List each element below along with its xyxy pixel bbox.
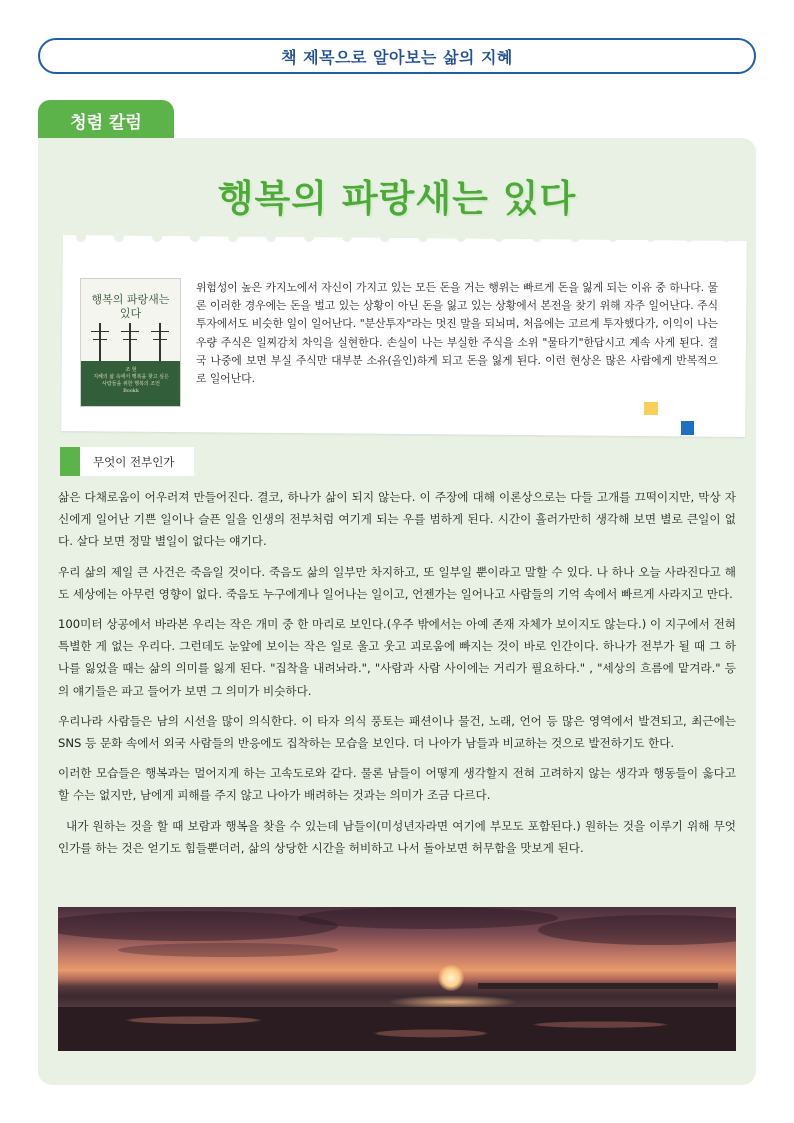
body-paragraph: 내가 원하는 것을 할 때 보람과 행복을 찾을 수 있는데 남들이(미성년자라면 여기에 부모도 포함된다.) 원하는 것을 이루기 위해 무엇인가를 하는 것은 얻기도 힘들뿐더러, 삶의 상당한 시간을 허비하고 나서 돌아보면 허무함을 맛보게 된다. bbox=[58, 818, 736, 855]
sticky-note-blue bbox=[681, 421, 694, 435]
body-paragraph: 우리나라 사람들은 남의 시선을 많이 의식한다. 이 타자 의식 풍토는 패션이나 물건, 노래, 언어 등 많은 영역에서 발견되고, 최근에는 SNS 등 문화 속에서 외국 사람들의 반응에도 집착하는 모습을 보인다. 더 나아가 남들과 비교하는 것으로 발전하기도 한다. bbox=[58, 713, 736, 751]
body-paragraph: 100미터 상공에서 바라본 우리는 작은 개미 중 한 마리로 보인다.(우주 밖에서는 아예 존재 자체가 보이지도 않는다.) 이 지구에서 전혀 특별한 게 없는 우리다. 그런데도 눈앞에 보이는 작은 일로 울고 웃고 괴로움에 빠지는 것이 바로 인간이다. 하나가 전부가 될 때 그 하나를 잃었을 때는 삶의 의미를 잃게 된다. "집착을 내려놔라.", "사람과 사람 사이에는 거리가 필요하다." , "세상의 흐름에 맡겨라." 등의 얘기들은 파고 들어가 보면 그 의미가 비슷하다. bbox=[58, 617, 736, 698]
body-paragraph: 우리 삶의 제일 큰 사건은 죽음일 것이다. 죽음도 삶의 일부만 차지하고, 또 일부일 뿐이라고 말할 수 있다. 나 하나 오늘 사라진다고 해도 세상에는 아무런 영향이 없다. 죽음도 누구에게나 일어나는 일이고, 언젠가는 일어나고 사람들의 기억 속에서 빠르게 사라지고 만다. bbox=[58, 564, 736, 601]
intro-paragraph: 위험성이 높은 카지노에서 자신이 가지고 있는 모든 돈을 거는 행위는 빠르게 돈을 잃게 되는 이유 중 하나다. 물론 이러한 경우에는 돈을 벌고 있는 상황이 아닌 돈을 잃고 있는 상황에서 본전을 찾기 위해 자주 일어난다. 주식투자에서도 비슷한 일이 일어난다. "분산투자"라는 멋진 말을 되뇌며, 처음에는 고르게 투자했다가, 이익이 나는 우량 주식은 일찌감치 차익을 실현한다. 손실이 나는 부실한 주식을 소위 "물타기"한답시고 계속 사게 된다. 결국 나중에 보면 부실 주식만 대부분 소유(올인)하게 되고 돈을 잃게 된다. 이런 현상은 많은 사람에게 반복적으로 일어난다. bbox=[196, 281, 718, 386]
column-tab bbox=[38, 100, 174, 140]
book-title: 행복의 파랑새는 있다 bbox=[91, 293, 170, 320]
section-heading-text: 무엇이 전부인가 bbox=[93, 455, 175, 469]
sun bbox=[438, 965, 464, 991]
sticky-note-yellow bbox=[644, 402, 658, 415]
book-cover-image bbox=[80, 278, 181, 407]
header-title: 책 제목으로 알아보는 삶의 지혜 bbox=[281, 47, 513, 67]
paper-holes bbox=[62, 230, 746, 248]
body-paragraph: 이러한 모습들은 행복과는 멀어지게 하는 고속도로와 같다. 물론 남들이 어떻게 생각할지 전혀 고려하지 않는 생각과 행동들이 옳다고 할 수는 없지만, 남에게 피해를 주지 않고 나아가 배려하는 것과는 의미가 조금 다르다. bbox=[58, 766, 736, 803]
article-title: 행복의 파랑새는 있다 bbox=[217, 177, 577, 220]
jetty bbox=[478, 983, 718, 989]
section-marker bbox=[60, 447, 80, 476]
shore-rocks bbox=[58, 1007, 736, 1051]
section-heading bbox=[60, 447, 194, 476]
column-tab-label: 청렴 칼럼 bbox=[70, 112, 142, 133]
book-subtitle: 조 현 지혜의 삶 속에서 행복을 찾고 싶은 사람들을 위한 행복의 조언 Bookk bbox=[93, 367, 169, 394]
article-body bbox=[58, 486, 736, 867]
body-paragraph: 삶은 다채로움이 어우러져 만들어진다. 결코, 하나가 삶이 되지 않는다. 이 주장에 대해 이론상으로는 다들 고개를 끄떡이지만, 막상 자신에게 일어난 기쁜 일이나 슬픈 일을 인생의 전부처럼 여기게 되는 우를 범하게 된다. 시간이 흘러가만히 생각해 보면 별로 큰일이 없다. 살다 보면 정말 별일이 없다는 얘기다. bbox=[58, 490, 736, 549]
header-banner bbox=[38, 38, 756, 74]
sunset-photo bbox=[58, 907, 736, 1051]
